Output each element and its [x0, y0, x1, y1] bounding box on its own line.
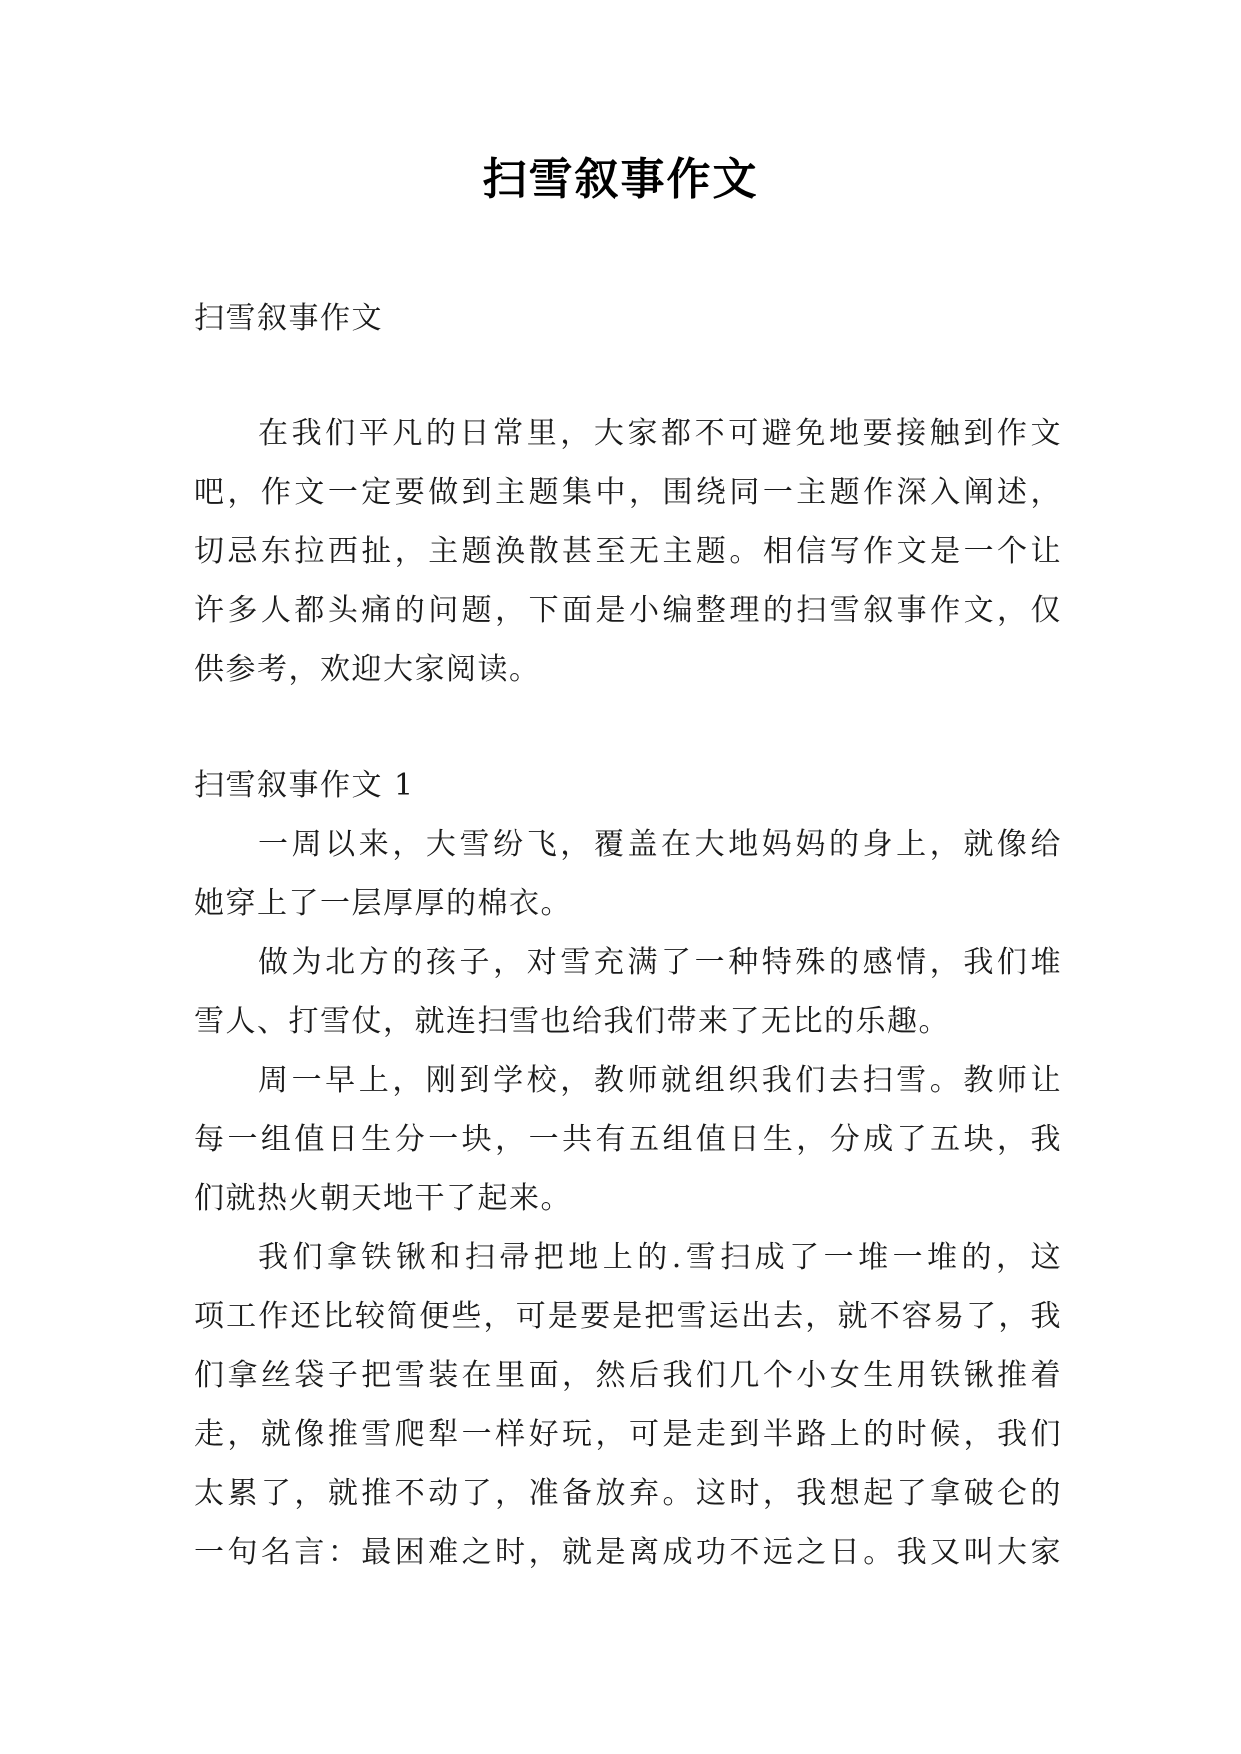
- paragraph: [194, 933, 1062, 1051]
- text-line: 周一早上，刚到学校，教师就组织我们去扫雪。教师让: [258, 1063, 1062, 1098]
- document-title: 扫雪叙事作文: [482, 154, 759, 205]
- text-line: 供参考，欢迎大家阅读。: [194, 652, 541, 687]
- text-line: 项工作还比较简便些，可是要是把雪运出去，就不容易了，我: [194, 1299, 1062, 1334]
- text-line: 她穿上了一层厚厚的棉衣。: [194, 886, 572, 921]
- text-line: 太累了，就推不动了，准备放弃。这时，我想起了拿破仑的: [194, 1476, 1062, 1511]
- paragraph: [194, 1051, 1062, 1228]
- text-line: 一周以来，大雪纷飞，覆盖在大地妈妈的身上，就像给: [258, 827, 1062, 862]
- document-body: [194, 289, 1062, 1582]
- text-line: 许多人都头痛的问题，下面是小编整理的扫雪叙事作文，仅: [194, 593, 1062, 628]
- text-line: 吧，作文一定要做到主题集中，围绕同一主题作深入阐述，: [194, 475, 1062, 510]
- section-heading: 扫雪叙事作文 1: [194, 768, 415, 803]
- text-line: 们拿丝袋子把雪装在里面，然后我们几个小女生用铁锹推着: [194, 1358, 1062, 1393]
- text-line: 走，就像推雪爬犁一样好玩，可是走到半路上的时候，我们: [194, 1417, 1062, 1452]
- text-line: 雪人、打雪仗，就连扫雪也给我们带来了无比的乐趣。: [194, 1004, 950, 1039]
- article-heading: 扫雪叙事作文: [194, 301, 383, 336]
- text-line: 我们拿铁锹和扫帚把地上的.雪扫成了一堆一堆的，这: [258, 1240, 1062, 1275]
- text-line: 们就热火朝天地干了起来。: [194, 1181, 572, 1216]
- text-line: 切忌东拉西扯，主题涣散甚至无主题。相信写作文是一个让: [194, 534, 1062, 569]
- text-line: 一句名言：最困难之时，就是离成功不远之日。我又叫大家: [194, 1535, 1062, 1570]
- text-line: 做为北方的孩子，对雪充满了一种特殊的感情，我们堆: [258, 945, 1062, 980]
- paragraph: [194, 1228, 1062, 1582]
- text-line: 在我们平凡的日常里，大家都不可避免地要接触到作文: [258, 416, 1062, 451]
- paragraph: [194, 815, 1062, 933]
- text-line: 每一组值日生分一块，一共有五组值日生，分成了五块，我: [194, 1122, 1062, 1157]
- intro-paragraph: [194, 404, 1062, 699]
